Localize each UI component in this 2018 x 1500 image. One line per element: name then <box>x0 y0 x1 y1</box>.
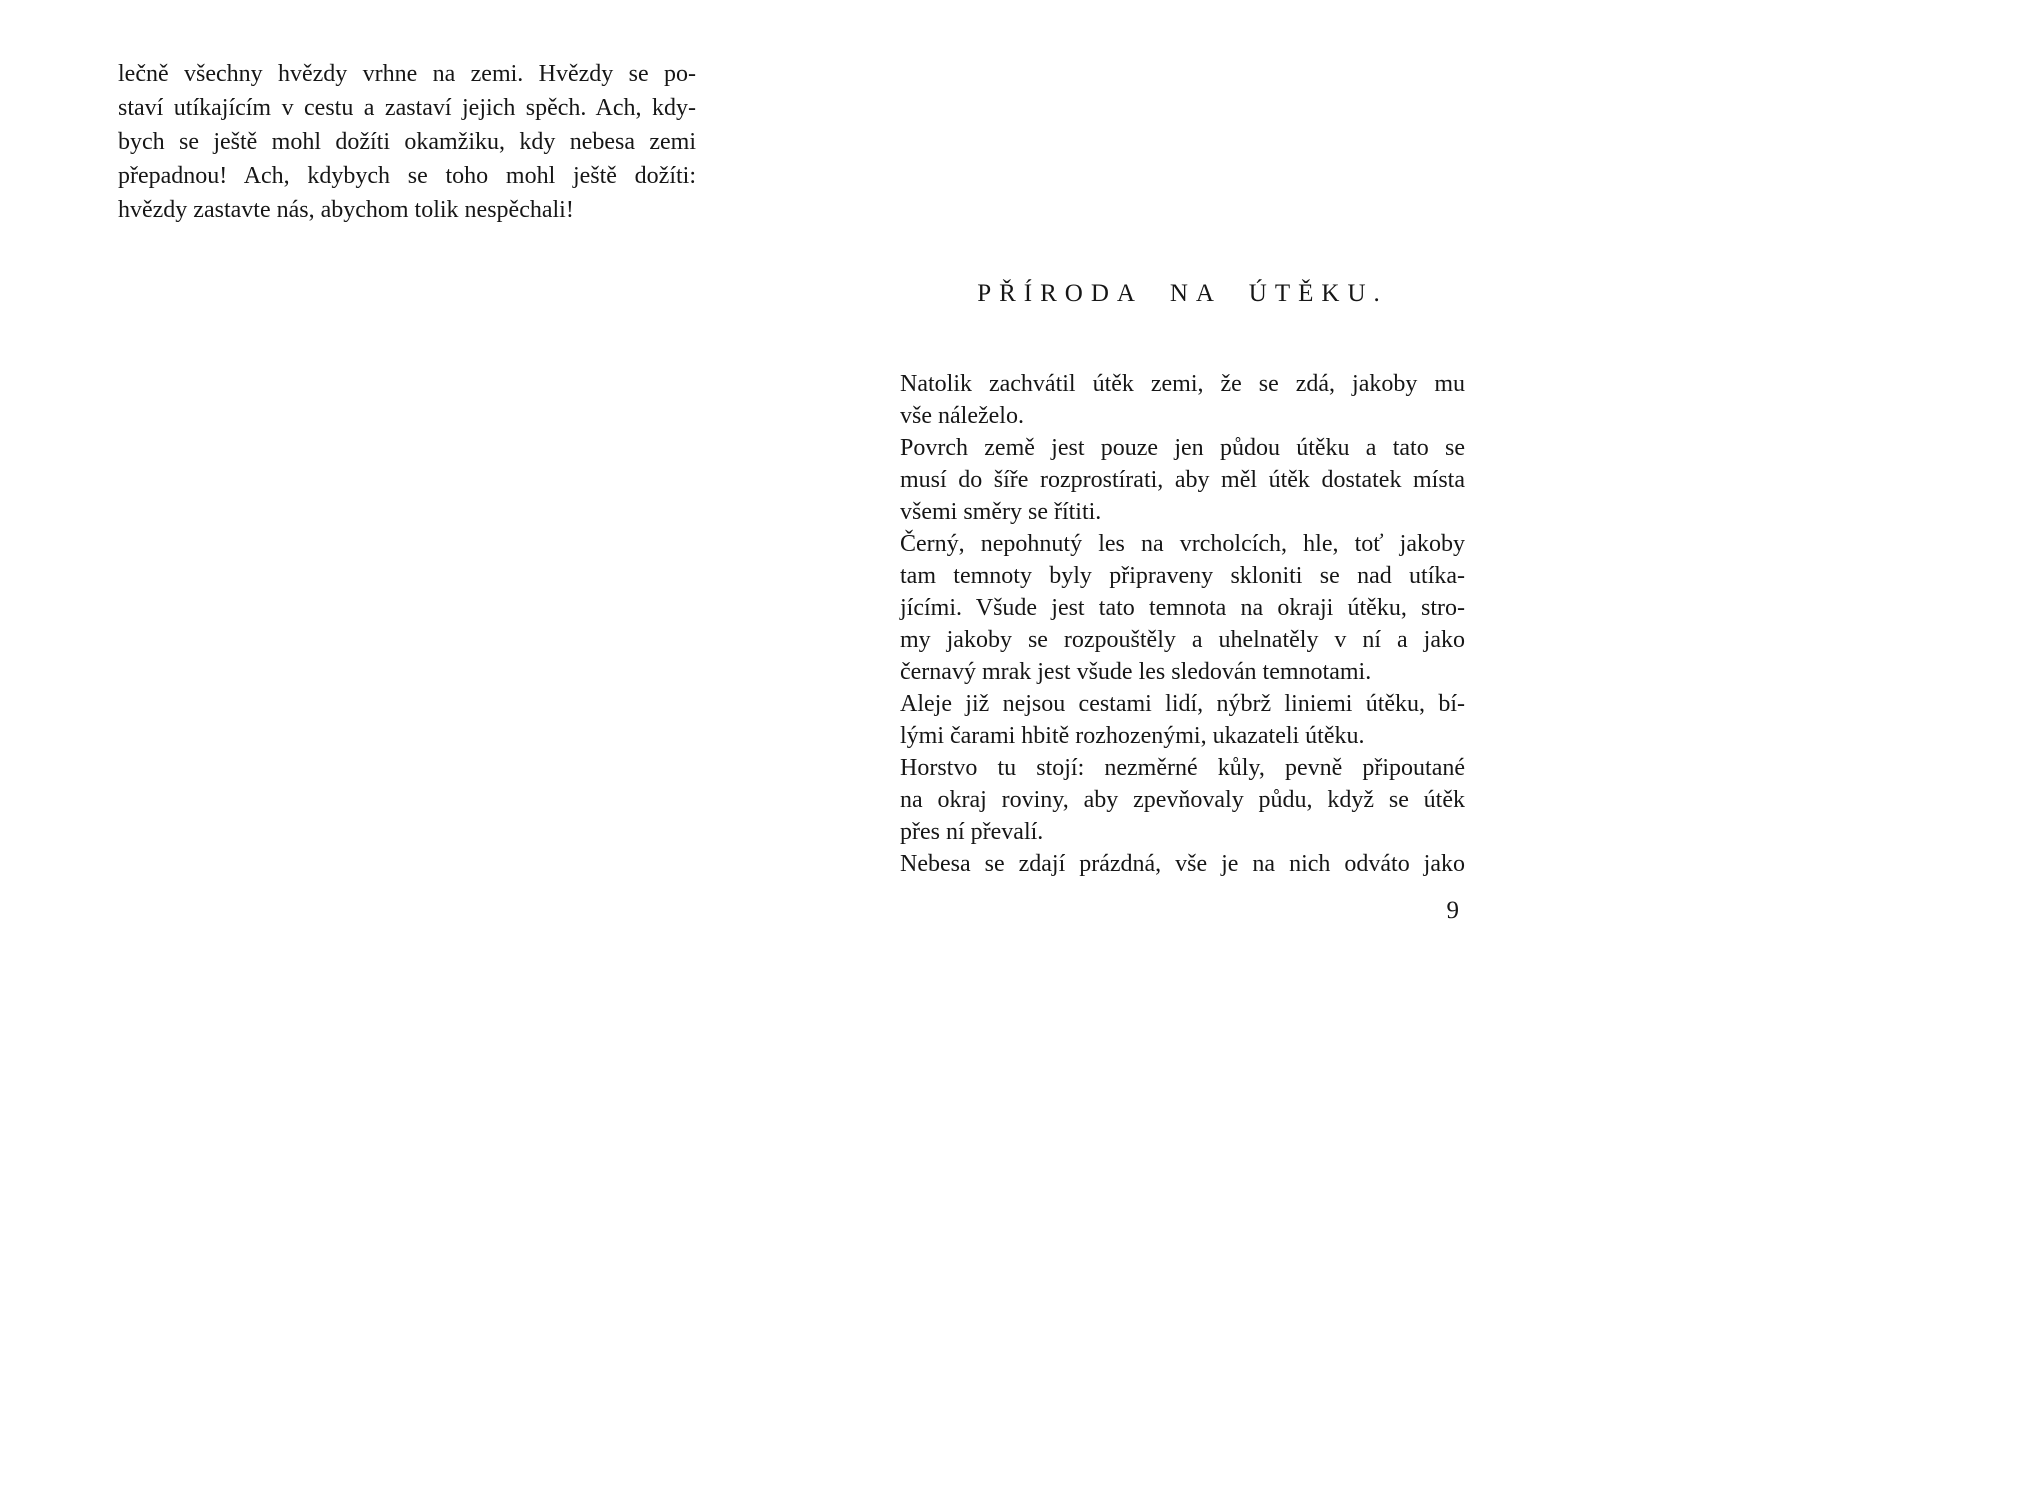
text-line: Povrch země jest pouze jen půdou útěku a tato se <box>900 435 1465 461</box>
text-line: přes ní převalí. <box>900 819 1044 845</box>
text-line: lečně všechny hvězdy vrhne na zemi. Hvězdy se po- <box>118 61 696 87</box>
text-line: musí do šíře rozprostírati, aby měl útěk dostatek místa <box>900 467 1465 493</box>
right-page-text <box>900 368 1465 880</box>
right-page <box>900 278 1465 926</box>
text-line: Aleje již nejsou cestami lidí, nýbrž liniemi útěku, bí- <box>900 691 1465 717</box>
text-line: jícími. Všude jest tato temnota na okraji útěku, stro- <box>900 595 1465 621</box>
text-line: staví utíkajícím v cestu a zastaví jejich spěch. Ach, kdy- <box>118 95 696 121</box>
text-line: lými čarami hbitě rozhozenými, ukazateli útěku. <box>900 723 1365 749</box>
text-line: Natolik zachvátil útěk zemi, že se zdá, jakoby mu <box>900 371 1465 397</box>
text-line: Černý, nepohnutý les na vrcholcích, hle, toť jakoby <box>900 531 1465 557</box>
text-line: všemi směry se řítiti. <box>900 499 1102 525</box>
text-line: my jakoby se rozpouštěly a uhelnatěly v ní a jako <box>900 627 1465 653</box>
text-line: tam temnoty byly připraveny skloniti se nad utíka- <box>900 563 1465 589</box>
text-line: Horstvo tu stojí: nezměrné kůly, pevně připoutané <box>900 755 1465 781</box>
text-line: černavý mrak jest všude les sledován temnotami. <box>900 659 1372 685</box>
page-number: 9 <box>1446 897 1459 924</box>
chapter-title: PŘÍRODA NA ÚTĚKU. <box>977 280 1388 307</box>
text-line: vše náleželo. <box>900 403 1024 429</box>
text-line: bych se ještě mohl dožíti okamžiku, kdy nebesa zemi <box>118 129 696 155</box>
text-line: Nebesa se zdají prázdná, vše je na nich odváto jako <box>900 851 1465 877</box>
text-line: hvězdy zastavte nás, abychom tolik nespěchali! <box>118 197 574 223</box>
text-line: přepadnou! Ach, kdybych se toho mohl ještě dožíti: <box>118 163 696 189</box>
left-page-text <box>118 57 696 227</box>
text-line: na okraj roviny, aby zpevňovaly půdu, když se útěk <box>900 787 1465 813</box>
